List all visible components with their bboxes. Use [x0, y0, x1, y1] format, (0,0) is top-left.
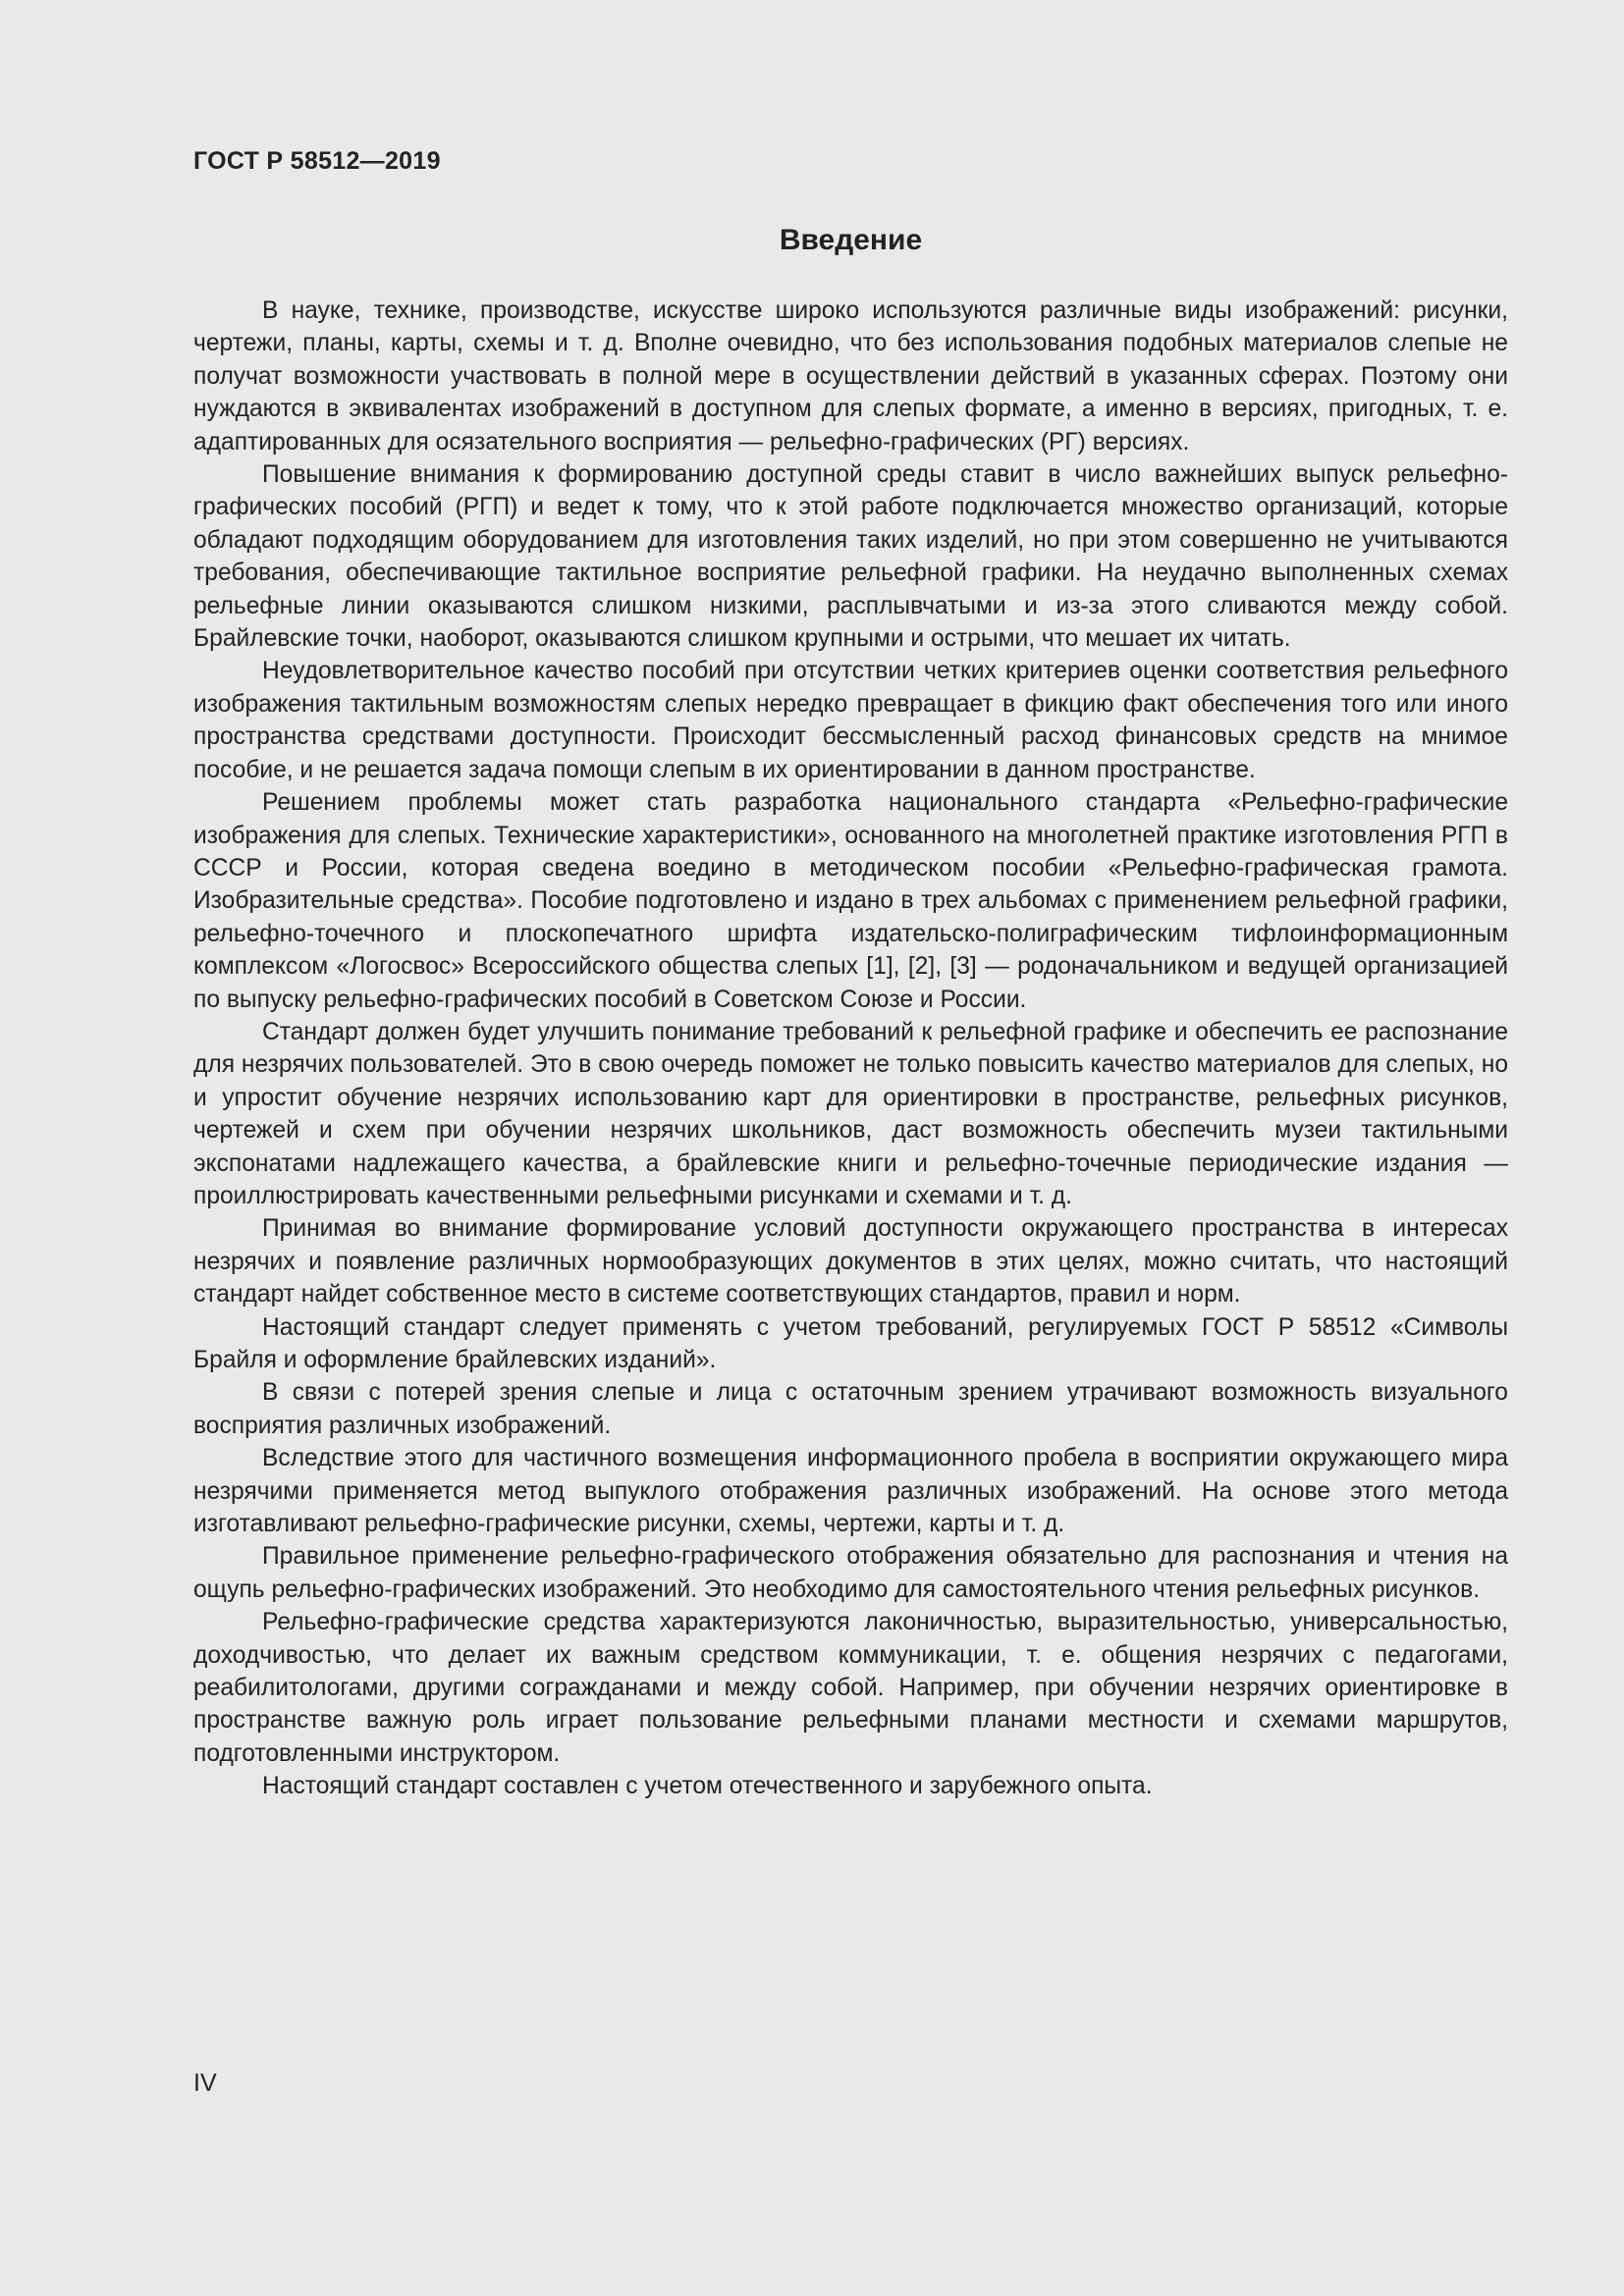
paragraph: Рельефно-графические средства характеризуются лаконичностью, выразительностью, универсальностью, доходчивостью, что делает их важным средством коммуникации, т. е. общения незрячих с педагогами, реабилитологами, другими согражданами и между собой. Например, при обучении незрячих ориентировке в пространстве важную роль играет пользование рельефными планами местности и схемами маршрутов, подготовленными инструктором.: [193, 1609, 1508, 1767]
paragraph: Настоящий стандарт следует применять с учетом требований, регулируемых ГОСТ Р 58512 «Символы Брайля и оформление брайлевских изданий».: [193, 1313, 1508, 1373]
paragraph: Вследствие этого для частичного возмещения информационного пробела в восприятии окружающего мира незрячими применяется метод выпуклого отображения различных изображений. На основе этого метода изготавливают рельефно-графические рисунки, схемы, чертежи, карты и т. д.: [193, 1445, 1508, 1538]
paragraph: Неудовлетворительное качество пособий при отсутствии четких критериев оценки соответствия рельефного изображения тактильным возможностям слепых нередко превращает в фикцию факт обеспечения того или иного пространства средствами доступности. Происходит бессмысленный расход финансовых средств на мнимое пособие, и не решается задача помощи слепым в их ориентировании в данном пространстве.: [193, 658, 1508, 783]
section-title: Введение: [779, 224, 923, 256]
paragraph: Повышение внимания к формированию доступной среды ставит в число важнейших выпуск рельефно-графических пособий (РГП) и ведет к тому, что к этой работе подключается множество организаций, которые обладают подходящим оборудованием для изготовления таких изделий, но при этом совершенно не учитываются требования, обеспечивающие тактильное восприятие рельефной графики. На неудачно выполненных схемах рельефные линии оказываются слишком низкими, расплывчатыми и из-за этого сливаются между собой. Брайлевские точки, наоборот, оказываются слишком крупными и острыми, что мешает их читать.: [193, 461, 1508, 653]
paragraph: Настоящий стандарт составлен с учетом отечественного и зарубежного опыта.: [262, 1773, 1153, 1800]
paragraph: Решением проблемы может стать разработка национального стандарта «Рельефно-графические изображения для слепых. Технические характеристики», основанного на многолетней практике изготовления РГП в СССР и России, которая сведена воедино в методическом пособии «Рельефно-графическая грамота. Изобразительные средства». Пособие подготовлено и издано в трех альбомах с применением рельефной графики, рельефно-точечного и плоскопечатного шрифта издательско-полиграфическим тифлоинформационным комплексом «Логосвос» Всероссийского общества слепых [1], [2], [3] — родоначальником и ведущей организацией по выпуску рельефно-графических пособий в Советском Союзе и России.: [193, 789, 1508, 1013]
paragraph: Стандарт должен будет улучшить понимание требований к рельефной графике и обеспечить ее распознание для незрячих пользователей. Это в свою очередь поможет не только повысить качество материалов для слепых, но и упростит обучение незрячих использованию карт для ориентировки в пространстве, рельефных рисунков, чертежей и схем при обучении незрячих школьников, даст возможность обеспечить музеи тактильными экспонатами надлежащего качества, а брайлевские книги и рельефно-точечные периодические издания — проиллюстрировать качественными рельефными рисунками и схемами и т. д.: [193, 1018, 1508, 1209]
document-code-header: ГОСТ Р 58512—2019: [193, 147, 441, 175]
paragraph: В связи с потерей зрения слепые и лица с остаточным зрением утрачивают возможность визуального восприятия различных изображений.: [193, 1379, 1508, 1439]
paragraph: В науке, технике, производстве, искусстве широко используются различные виды изображений: рисунки, чертежи, планы, карты, схемы и т. д. Вполне очевидно, что без использования подобных материалов слепые не получат возможности участвовать в полной мере в осуществлении действий в указанных сферах. Поэтому они нуждаются в эквивалентах изображений в доступном для слепых формате, а именно в версиях, пригодных, т. е. адаптированных для осязательного восприятия — рельефно-графических (РГ) версиях.: [193, 297, 1508, 455]
page-number: IV: [193, 2069, 217, 2097]
paragraph: Принимая во внимание формирование условий доступности окружающего пространства в интересах незрячих и появление различных нормообразующих документов в этих целях, можно считать, что настоящий стандарт найдет собственное место в системе соответствующих стандартов, правил и норм.: [193, 1215, 1508, 1308]
introduction-body: [193, 294, 1508, 1803]
paragraph: Правильное применение рельефно-графического отображения обязательно для распознания и чтения на ощупь рельефно-графических изображений. Это необходимо для самостоятельного чтения рельефных рисунков.: [193, 1543, 1508, 1603]
